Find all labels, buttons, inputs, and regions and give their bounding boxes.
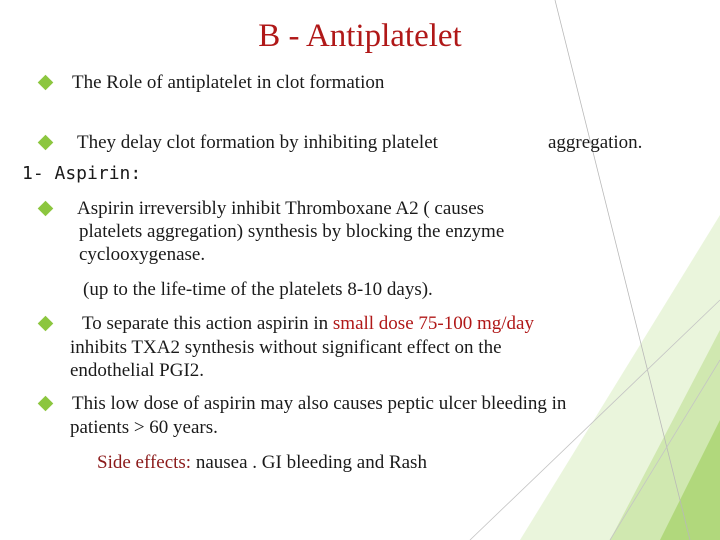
side-effects-text: nausea . GI bleeding and Rash: [191, 452, 427, 473]
aspirin-line-4: (up to the life-time of the platelets 8-10 days).: [83, 279, 433, 300]
delay-line-end: aggregation.: [548, 132, 643, 153]
role-line: The Role of antiplatelet in clot formation: [72, 72, 385, 93]
lowdose-line-2: patients > 60 years.: [70, 417, 218, 438]
separate-line-1: [82, 313, 534, 334]
aspirin-heading: 1- Aspirin:: [22, 163, 142, 184]
side-effects-line: [97, 452, 427, 473]
side-effects-label: Side effects:: [97, 452, 192, 473]
lowdose-line-1: This low dose of aspirin may also causes peptic ulcer bleeding in: [72, 393, 567, 414]
aspirin-line-2: platelets aggregation) synthesis by blocking the enzyme: [79, 221, 505, 242]
dose-highlight: small dose 75-100 mg/day: [332, 313, 534, 334]
separate-line-2: inhibits TXA2 synthesis without significant effect on the: [70, 337, 502, 358]
delay-line: They delay clot formation by inhibiting platelet: [77, 132, 438, 153]
aspirin-line-1: Aspirin irreversibly inhibit Thromboxane A2 ( causes: [77, 198, 485, 219]
separate-line-3: endothelial PGI2.: [70, 360, 205, 381]
aspirin-line-3: cyclooxygenase.: [79, 244, 206, 265]
separate-text: To separate this action aspirin in: [82, 313, 333, 334]
slide-title: B - Antiplatelet: [258, 18, 462, 54]
